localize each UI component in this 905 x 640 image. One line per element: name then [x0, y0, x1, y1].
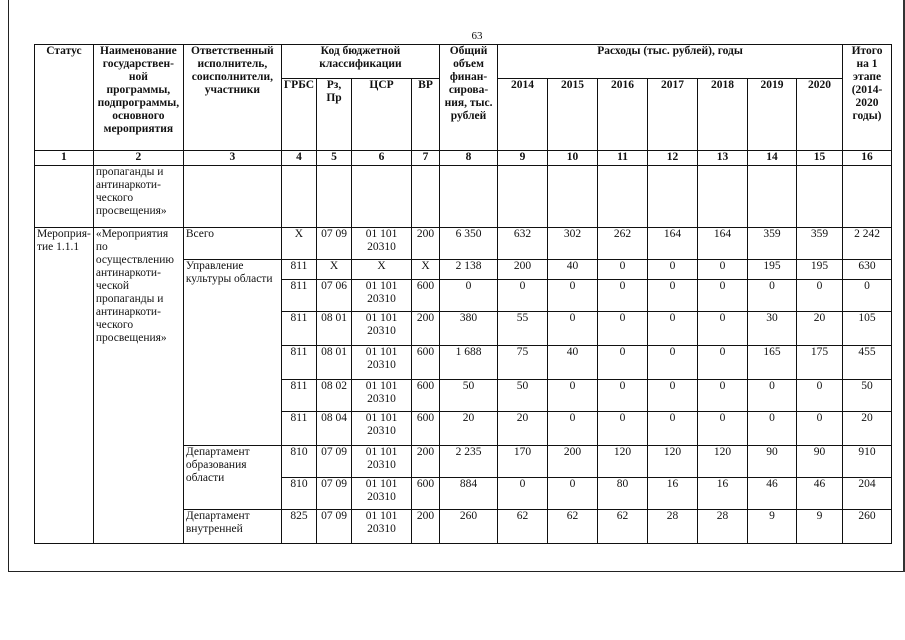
cell-rzpr: 07 09 [317, 510, 352, 544]
cell-vr: 600 [412, 380, 440, 412]
empty-cell [35, 166, 94, 228]
cell-2020: 175 [797, 346, 843, 380]
cell-2020: 46 [797, 478, 843, 510]
table-row [35, 228, 892, 260]
cell-total: 50 [440, 380, 498, 412]
cell-grbs: 811 [281, 312, 316, 346]
empty-cell [317, 166, 352, 228]
cell-2016: 0 [598, 312, 648, 346]
cell-2018: 0 [698, 280, 748, 312]
cell-rzpr: 08 01 [317, 346, 352, 380]
header-stage-total: Итого на 1 этапе (2014- 2020 годы) [843, 45, 892, 151]
cell-2019: 9 [748, 510, 797, 544]
cell-total: 2 138 [440, 260, 498, 280]
cell-csr: 01 101 20310 [352, 380, 412, 412]
cell-csr: 01 101 20310 [352, 346, 412, 380]
cell-2019: 30 [748, 312, 797, 346]
cell-stage-total: 260 [843, 510, 892, 544]
cell-total: 1 688 [440, 346, 498, 380]
cell-2019: 359 [748, 228, 797, 260]
cell-2017: 0 [648, 380, 698, 412]
cell-total: 380 [440, 312, 498, 346]
col-num: 15 [797, 151, 843, 166]
cell-2018: 0 [698, 346, 748, 380]
cell-2017: 0 [648, 312, 698, 346]
col-num: 3 [183, 151, 281, 166]
cell-total: 0 [440, 280, 498, 312]
col-num: 16 [843, 151, 892, 166]
empty-cell [352, 166, 412, 228]
cell-total: 20 [440, 412, 498, 446]
cell-csr: 01 101 20310 [352, 228, 412, 260]
cell-grbs: 810 [281, 446, 316, 478]
cell-2015: 0 [548, 478, 598, 510]
cell-grbs: 811 [281, 346, 316, 380]
header-expenses: Расходы (тыс. рублей), годы [498, 45, 843, 79]
cell-grbs: 825 [281, 510, 316, 544]
cell-vr: 200 [412, 228, 440, 260]
empty-cell [748, 166, 797, 228]
col-num: 14 [748, 151, 797, 166]
cell-stage-total: 0 [843, 280, 892, 312]
col-num: 9 [498, 151, 548, 166]
cell-vr: 200 [412, 446, 440, 478]
empty-cell [548, 166, 598, 228]
cell-csr: 01 101 20310 [352, 478, 412, 510]
cell-vr: 600 [412, 346, 440, 380]
header-total: Общий объем финан- сирова- ния, тыс. рублей [440, 45, 498, 151]
empty-cell [648, 166, 698, 228]
cell-vr: 600 [412, 280, 440, 312]
cell-2016: 0 [598, 346, 648, 380]
cell-2019: 195 [748, 260, 797, 280]
header-year-2014: 2014 [498, 79, 548, 151]
cell-2015: 40 [548, 260, 598, 280]
event-status: Мероприя- тие 1.1.1 [35, 228, 94, 544]
cell-2018: 120 [698, 446, 748, 478]
cell-2020: 20 [797, 312, 843, 346]
cell-2018: 0 [698, 260, 748, 280]
cell-2014: 200 [498, 260, 548, 280]
col-num: 12 [648, 151, 698, 166]
header-year-2016: 2016 [598, 79, 648, 151]
cell-2016: 62 [598, 510, 648, 544]
cell-2016: 0 [598, 412, 648, 446]
col-num: 5 [317, 151, 352, 166]
cell-stage-total: 630 [843, 260, 892, 280]
cell-rzpr: 07 09 [317, 478, 352, 510]
cell-vr: Х [412, 260, 440, 280]
cell-2018: 0 [698, 412, 748, 446]
continuation-row [35, 166, 892, 228]
col-num: 11 [598, 151, 648, 166]
cell-2014: 55 [498, 312, 548, 346]
cell-grbs: 811 [281, 260, 316, 280]
cell-2016: 0 [598, 260, 648, 280]
cell-csr: 01 101 20310 [352, 446, 412, 478]
cell-2017: 16 [648, 478, 698, 510]
cell-2014: 50 [498, 380, 548, 412]
budget-table [34, 44, 892, 544]
cell-2016: 262 [598, 228, 648, 260]
table-body [35, 45, 892, 544]
cell-rzpr: Х [317, 260, 352, 280]
cell-rzpr: 08 02 [317, 380, 352, 412]
col-num: 4 [281, 151, 316, 166]
cell-rzpr: 07 09 [317, 228, 352, 260]
cell-2019: 46 [748, 478, 797, 510]
cell-2017: 0 [648, 346, 698, 380]
cell-2020: 0 [797, 280, 843, 312]
executor-all: Всего [183, 228, 281, 260]
cell-vr: 200 [412, 510, 440, 544]
cell-2017: 0 [648, 280, 698, 312]
cell-rzpr: 08 01 [317, 312, 352, 346]
cell-2019: 0 [748, 380, 797, 412]
cell-stage-total: 455 [843, 346, 892, 380]
cell-2020: 0 [797, 412, 843, 446]
empty-cell [598, 166, 648, 228]
cell-2017: 0 [648, 260, 698, 280]
col-num: 2 [93, 151, 183, 166]
cell-2019: 165 [748, 346, 797, 380]
empty-cell [843, 166, 892, 228]
cell-2017: 0 [648, 412, 698, 446]
column-number-row [35, 151, 892, 166]
continuation-text: пропаганды и антинаркоти- ческого просвещения» [93, 166, 183, 228]
cell-2018: 0 [698, 380, 748, 412]
header-year-2018: 2018 [698, 79, 748, 151]
header-vr: ВР [412, 79, 440, 151]
cell-grbs: 811 [281, 412, 316, 446]
header-year-2017: 2017 [648, 79, 698, 151]
header-year-2019: 2019 [748, 79, 797, 151]
cell-grbs: 811 [281, 380, 316, 412]
header-status: Статус [35, 45, 94, 151]
empty-cell [498, 166, 548, 228]
page-left-edge [8, 0, 9, 572]
cell-2018: 164 [698, 228, 748, 260]
cell-2020: 0 [797, 380, 843, 412]
cell-2015: 0 [548, 380, 598, 412]
executor-internal: Департамент внутренней [183, 510, 281, 544]
cell-csr: Х [352, 260, 412, 280]
header-budget-code: Код бюджетной классификации [281, 45, 439, 79]
cell-2019: 0 [748, 280, 797, 312]
cell-vr: 600 [412, 478, 440, 510]
cell-csr: 01 101 20310 [352, 312, 412, 346]
cell-2020: 90 [797, 446, 843, 478]
cell-2014: 75 [498, 346, 548, 380]
cell-2015: 0 [548, 412, 598, 446]
page-bottom-edge [8, 571, 905, 572]
cell-vr: 600 [412, 412, 440, 446]
cell-2020: 9 [797, 510, 843, 544]
cell-2015: 0 [548, 280, 598, 312]
cell-csr: 01 101 20310 [352, 412, 412, 446]
cell-2016: 0 [598, 380, 648, 412]
cell-2017: 164 [648, 228, 698, 260]
col-num: 10 [548, 151, 598, 166]
cell-total: 260 [440, 510, 498, 544]
page-number: 63 [471, 30, 483, 42]
cell-2020: 195 [797, 260, 843, 280]
cell-stage-total: 2 242 [843, 228, 892, 260]
cell-stage-total: 50 [843, 380, 892, 412]
cell-2014: 20 [498, 412, 548, 446]
cell-2019: 0 [748, 412, 797, 446]
header-row-1 [35, 45, 892, 79]
col-num: 8 [440, 151, 498, 166]
cell-total: 2 235 [440, 446, 498, 478]
col-num: 1 [35, 151, 94, 166]
cell-2017: 120 [648, 446, 698, 478]
executor-culture: Управление культуры области [183, 260, 281, 446]
cell-rzpr: 07 06 [317, 280, 352, 312]
cell-csr: 01 101 20310 [352, 510, 412, 544]
cell-2018: 28 [698, 510, 748, 544]
cell-2014: 632 [498, 228, 548, 260]
header-year-2015: 2015 [548, 79, 598, 151]
cell-2014: 0 [498, 478, 548, 510]
cell-2014: 170 [498, 446, 548, 478]
cell-2015: 40 [548, 346, 598, 380]
col-num: 13 [698, 151, 748, 166]
header-csr: ЦСР [352, 79, 412, 151]
empty-cell [797, 166, 843, 228]
cell-2018: 0 [698, 312, 748, 346]
header-rzpr: Рз, Пр [317, 79, 352, 151]
cell-2016: 120 [598, 446, 648, 478]
header-name: Наименование государствен- ной программы, подпрограммы, основного мероприятия [93, 45, 183, 151]
col-num: 6 [352, 151, 412, 166]
cell-2014: 0 [498, 280, 548, 312]
header-executor: Ответственный исполнитель, соисполнители, участники [183, 45, 281, 151]
cell-rzpr: 07 09 [317, 446, 352, 478]
cell-stage-total: 204 [843, 478, 892, 510]
executor-education: Департамент образования области [183, 446, 281, 510]
cell-2017: 28 [648, 510, 698, 544]
cell-2015: 62 [548, 510, 598, 544]
cell-2020: 359 [797, 228, 843, 260]
col-num: 7 [412, 151, 440, 166]
header-grbs: ГРБС [281, 79, 316, 151]
empty-cell [698, 166, 748, 228]
cell-vr: 200 [412, 312, 440, 346]
cell-total: 884 [440, 478, 498, 510]
empty-cell [183, 166, 281, 228]
cell-rzpr: 08 04 [317, 412, 352, 446]
cell-grbs: Х [281, 228, 316, 260]
cell-2015: 302 [548, 228, 598, 260]
cell-2016: 80 [598, 478, 648, 510]
cell-2014: 62 [498, 510, 548, 544]
cell-2015: 200 [548, 446, 598, 478]
cell-grbs: 811 [281, 280, 316, 312]
cell-csr: 01 101 20310 [352, 280, 412, 312]
cell-2018: 16 [698, 478, 748, 510]
cell-2016: 0 [598, 280, 648, 312]
empty-cell [281, 166, 316, 228]
empty-cell [412, 166, 440, 228]
cell-2019: 90 [748, 446, 797, 478]
empty-cell [440, 166, 498, 228]
event-name: «Мероприятия по осуществлению антинаркоти- ческой пропаганды и антинаркоти- ческого просвещения» [93, 228, 183, 544]
cell-total: 6 350 [440, 228, 498, 260]
cell-stage-total: 910 [843, 446, 892, 478]
cell-2015: 0 [548, 312, 598, 346]
cell-stage-total: 105 [843, 312, 892, 346]
header-year-2020: 2020 [797, 79, 843, 151]
cell-grbs: 810 [281, 478, 316, 510]
cell-stage-total: 20 [843, 412, 892, 446]
